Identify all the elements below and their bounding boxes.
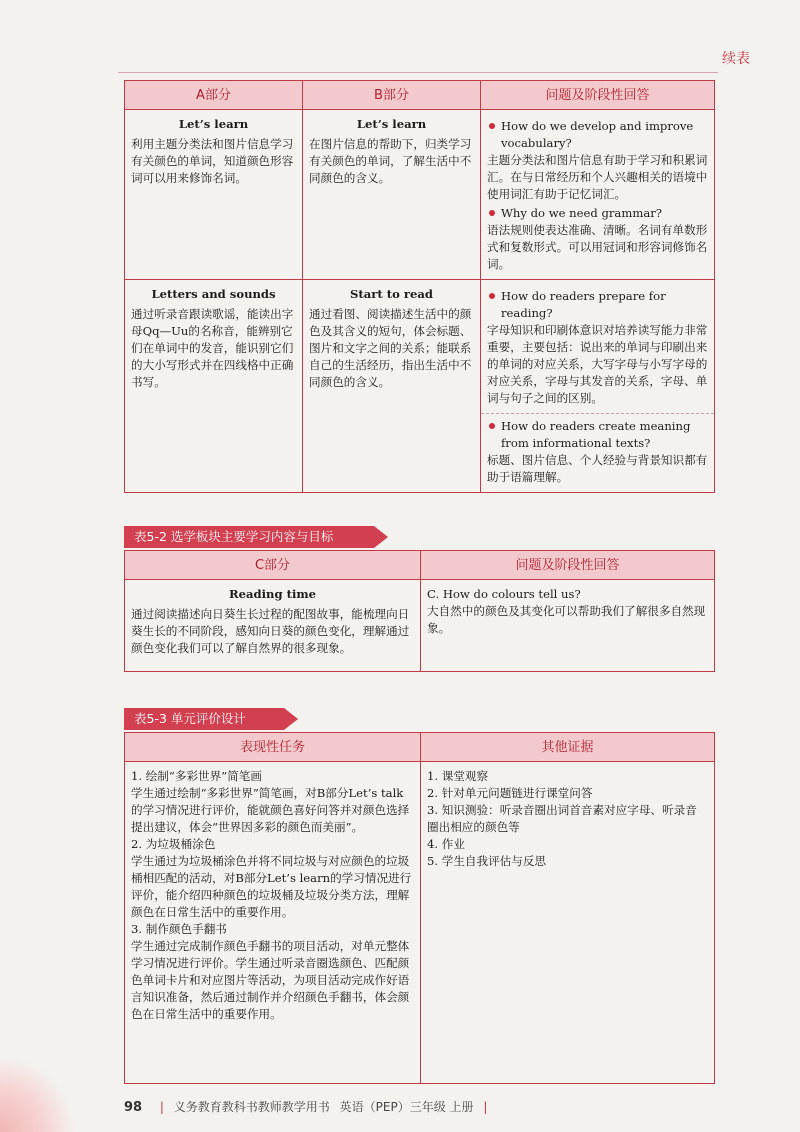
header-a: A部分	[125, 81, 303, 110]
a-row2-text: 通过听录音跟读歌谣，能读出字母Qq—Uu的名称音，能辨别它们在单词中的发音，能识别它们的大小写形式并在四线格中正确书写。	[131, 307, 294, 389]
answer-colours: 大自然中的颜色及其变化可以帮助我们了解很多自然现象。	[427, 604, 706, 635]
header-tasks: 表现性任务	[125, 733, 421, 762]
answer-informational-texts: 标题、图片信息、个人经验与背景知识都有助于语篇理解。	[487, 453, 708, 484]
cell-c-question	[421, 580, 715, 672]
c-text: 通过阅读描述向日葵生长过程的配图故事，能梳理向日葵生长的不同阶段，感知向日葵的颜色变化，理解通过颜色变化我们可以了解自然界的很多现象。	[131, 607, 410, 655]
a-row1-text: 利用主题分类法和图片信息学习有关颜色的单词，知道颜色形容词可以用来修饰名词。	[131, 137, 294, 185]
question-grammar: Why do we need grammar?	[487, 205, 708, 222]
question-colours: C. How do colours tell us?	[427, 587, 581, 601]
task-2-title: 2. 为垃圾桶涂色	[131, 837, 216, 851]
corner-decoration	[0, 1060, 80, 1132]
table-5-2-title: 表5-2 选学板块主要学习内容与目标	[124, 526, 374, 548]
answer-reading-prep: 字母知识和印刷体意识对培养读写能力非常重要，主要包括：说出来的单词与印刷出来的单词的对应关系，大写字母与小写字母的对应关系，字母与其发音的关系，字母、单词与句子之间的区别。	[487, 323, 708, 405]
cell-b-row1	[303, 110, 481, 280]
header-evidence: 其他证据	[421, 733, 715, 762]
book-title: 义务教育教科书教师教学用书	[173, 1100, 330, 1114]
question-vocabulary: How do we develop and improve vocabulary?	[487, 118, 708, 152]
header-questions: 问题及阶段性回答	[481, 81, 715, 110]
b-row1-title: Let’s learn	[356, 117, 427, 131]
table-5-3-title: 表5-3 单元评价设计	[124, 708, 284, 730]
evidence-item: 1. 课堂观察	[427, 769, 489, 783]
b-row2-title: Start to read	[350, 287, 433, 301]
page-number: 98	[124, 1100, 143, 1115]
question-informational-texts: How do readers create meaning from informational texts?	[487, 418, 708, 452]
table-continued	[124, 80, 715, 493]
task-1-text: 学生通过绘制“多彩世界”简笔画，对B部分Let’s talk的学习情况进行评价，能就颜色喜好问答并对颜色选择提出建议，体会“世界因多彩的颜色而美丽”。	[131, 786, 410, 834]
b-row2-text: 通过看图、阅读描述生活中的颜色及其含义的短句，体会标题、图片和文字之间的关系；能联系自己的生活经历，指出生活中不同颜色的含义。	[309, 307, 472, 389]
a-row1-title: Let’s learn	[178, 117, 249, 131]
b-row1-text: 在图片信息的帮助下，归类学习有关颜色的单词，了解生活中不同颜色的含义。	[309, 137, 472, 185]
answer-vocabulary: 主题分类法和图片信息有助于学习和积累词汇。在与日常经历和个人兴趣相关的语境中使用词汇有助于记忆词汇。	[487, 153, 708, 201]
cell-a-row1	[125, 110, 303, 280]
table-5-2	[124, 550, 715, 672]
continued-label: 续表	[722, 51, 750, 67]
answer-grammar: 语法规则使表达准确、清晰。名词有单数形式和复数形式。可以用冠词和形容词修饰名词。	[487, 223, 708, 271]
table-5-3	[124, 732, 715, 1084]
cell-q-row2	[481, 280, 715, 493]
cell-tasks	[125, 762, 421, 1084]
cell-a-row2	[125, 280, 303, 493]
evidence-item: 2. 针对单元问题链进行课堂问答	[427, 786, 593, 800]
cell-q-row1	[481, 110, 715, 280]
task-3-title: 3. 制作颜色手翻书	[131, 922, 227, 936]
cell-evidence	[421, 762, 715, 1084]
top-rule	[118, 72, 718, 73]
evidence-item: 3. 知识测验：听录音圈出词首音素对应字母、听录音圈出相应的颜色等	[427, 803, 697, 834]
book-subject: 英语（PEP）三年级 上册	[339, 1100, 474, 1114]
c-title: Reading time	[228, 587, 316, 601]
task-3-text: 学生通过完成制作颜色手翻书的项目活动，对单元整体学习情况进行评价。学生通过听录音圈选颜色、匹配颜色单词卡片和对应图片等活动，为项目活动完成作好语言知识准备，然后通过制作并介绍颜色手翻书，体会颜色在日常生活中的重要作用。	[131, 939, 410, 1021]
question-reading-prep: How do readers prepare for reading?	[487, 288, 708, 322]
cell-c	[125, 580, 421, 672]
a-row2-title: Letters and sounds	[151, 287, 276, 301]
task-1-title: 1. 绘制“多彩世界”简笔画	[131, 769, 262, 783]
header-c-questions: 问题及阶段性回答	[421, 551, 715, 580]
cell-b-row2	[303, 280, 481, 493]
page-footer: 98 | 义务教育教科书教师教学用书 英语（PEP）三年级 上册 |	[124, 1100, 488, 1115]
question-divider	[481, 413, 714, 414]
header-b: B部分	[303, 81, 481, 110]
evidence-item: 4. 作业	[427, 837, 465, 851]
header-c: C部分	[125, 551, 421, 580]
task-2-text: 学生通过为垃圾桶涂色并将不同垃圾与对应颜色的垃圾桶相匹配的活动，对B部分Let’s learn的学习情况进行评价，能介绍四种颜色的垃圾桶及垃圾分类方法，理解颜色在日常生活中的重要作用。	[131, 854, 412, 919]
evidence-item: 5. 学生自我评估与反思	[427, 854, 547, 868]
